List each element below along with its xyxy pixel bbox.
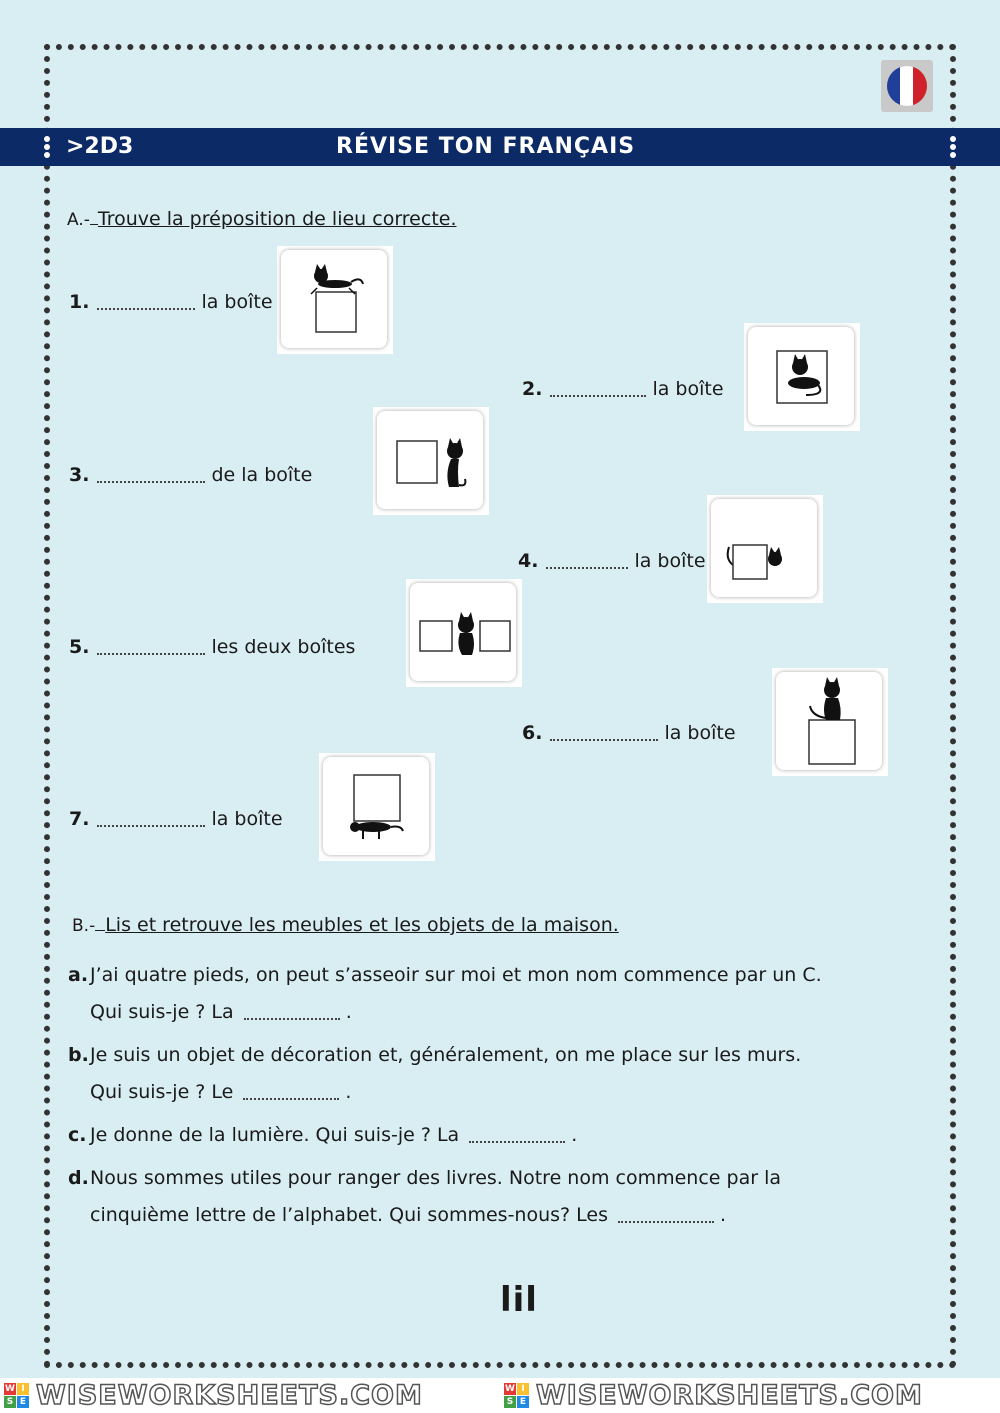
answer-blank[interactable] (618, 1221, 714, 1223)
section-b-instruction: Lis et retrouve les meubles et les objets de la maison. (105, 914, 619, 936)
watermark-text: WISEWORKSHEETS.COM (36, 1380, 423, 1411)
question-a-line2: Qui suis-je ? La . (90, 1001, 352, 1023)
cat-behind-box-icon (707, 495, 823, 603)
page-title: RÉVISE TON FRANÇAIS (336, 134, 636, 159)
exercise-item-5: 5. les deux boîtes (69, 636, 356, 658)
footer-watermark-bar (0, 1378, 1000, 1413)
exercise-item-6: 6. la boîte (522, 722, 736, 744)
answer-blank[interactable] (550, 395, 646, 397)
answer-blank[interactable] (97, 653, 205, 655)
answer-blank[interactable] (546, 567, 628, 569)
section-a-label: A.- (67, 210, 90, 230)
cat-in-box-icon (744, 323, 860, 431)
question-c: c. Je donne de la lumière. Qui suis-je ? La . (68, 1124, 578, 1146)
exercise-item-1: 1. la boîte (69, 291, 273, 313)
exercise-item-2: 2. la boîte (522, 378, 724, 400)
question-d-line2: cinquième lettre de l’alphabet. Qui sommes-nous? Les . (90, 1204, 727, 1226)
french-flag-icon (881, 60, 933, 112)
exercise-item-7: 7. la boîte (69, 808, 283, 830)
cat-between-boxes-icon (406, 579, 522, 687)
cat-on-top-box-icon (772, 668, 888, 776)
page-mark: lil (500, 1280, 538, 1320)
section-b-label: B.- (72, 916, 96, 936)
cat-under-box-icon (319, 753, 435, 861)
exercise-item-4: 4. la boîte (518, 550, 706, 572)
answer-blank[interactable] (97, 481, 205, 483)
wise-logo-icon: W I S E (4, 1383, 32, 1409)
title-banner (0, 128, 1000, 166)
worksheet-code: >2D3 (66, 134, 134, 159)
answer-blank[interactable] (469, 1141, 565, 1143)
question-b-line1: b.Je suis un objet de décoration et, généralement, on me place sur les murs. (68, 1044, 802, 1066)
cat-next-to-box-icon (373, 407, 489, 515)
answer-blank[interactable] (97, 308, 195, 310)
answer-blank[interactable] (244, 1018, 340, 1020)
question-a-line1: a. J’ai quatre pieds, on peut s’asseoir sur moi et mon nom commence par un C. (68, 964, 822, 986)
answer-blank[interactable] (243, 1098, 339, 1100)
section-a-heading (67, 208, 457, 230)
watermark-text: WISEWORKSHEETS.COM (536, 1380, 923, 1411)
answer-blank[interactable] (550, 739, 658, 741)
cat-on-box-icon (277, 246, 393, 354)
exercise-item-3: 3. de la boîte (69, 464, 313, 486)
section-a-instruction: Trouve la préposition de lieu correcte. (97, 208, 457, 230)
question-b-line2: Qui suis-je ? Le . (90, 1081, 352, 1103)
question-d-line1: d.Nous sommes utiles pour ranger des livres. Notre nom commence par la (68, 1167, 781, 1189)
answer-blank[interactable] (97, 825, 205, 827)
wise-logo-icon: W I S E (504, 1383, 532, 1409)
section-b-heading (72, 914, 619, 936)
